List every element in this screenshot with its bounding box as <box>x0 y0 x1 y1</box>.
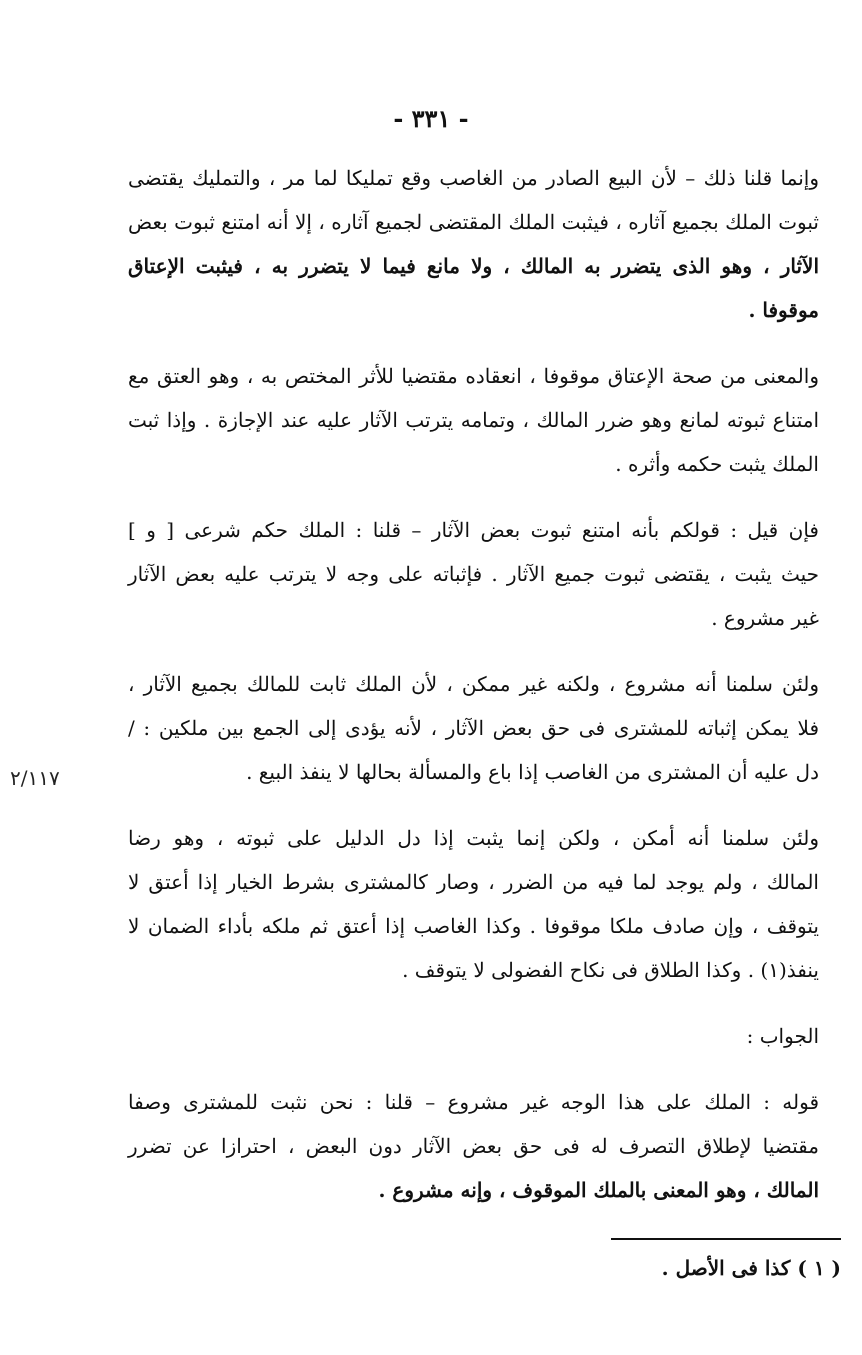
text-line: ولئن سلمنا أنه مشروع ، ولكنه غير ممكن ، لأن الملك ثابت للمالك بجميع الآثار ، <box>128 672 819 696</box>
text-line: مقتضيا لإطلاق التصرف له فى حق بعض الآثار دون البعض ، احترازا عن تضرر <box>128 1134 819 1158</box>
footnote-divider <box>611 1238 841 1240</box>
paragraph-3 <box>128 508 841 640</box>
margin-note: ٢/١١٧ <box>10 766 60 790</box>
paragraph-4 <box>128 662 841 794</box>
text-line: امتناع ثبوته لمانع وهو ضرر المالك ، وتمامه يترتب الآثار عليه عند الإجازة . وإذا ثبت <box>128 408 819 432</box>
paragraph-1 <box>128 156 841 332</box>
text-line: حيث يثبت ، يقتضى ثبوت جميع الآثار . فإثباته على وجه لا يترتب عليه بعض الآثار <box>128 562 819 586</box>
text-line: فإن قيل : قولكم بأنه امتنع ثبوت بعض الآثار – قلنا : الملك حكم شرعى [ و ] <box>128 518 819 542</box>
text-line: قوله : الملك على هذا الوجه غير مشروع – قلنا : نحن نثبت للمشترى وصفا <box>128 1090 819 1114</box>
text-line: يتوقف ، وإن صادف ملكا موقوفا . وكذا الغاصب إذا أعتق ثم ملكه بأداء الضمان لا <box>128 914 819 938</box>
text-line: والمعنى من صحة الإعتاق موقوفا ، انعقاده مقتضيا للأثر المختص به ، وهو العتق مع <box>128 364 819 388</box>
text-line: فلا يمكن إثباته للمشترى فى حق بعض الآثار ، لأنه يؤدى إلى الجمع بين ملكين : / <box>128 716 819 740</box>
footnote: ( ١ ) كذا فى الأصل . <box>661 1256 841 1280</box>
answer-heading: الجواب : <box>746 1024 819 1048</box>
text-line: موقوفا . <box>748 298 819 322</box>
paragraph-2 <box>128 354 841 486</box>
text-line: غير مشروع . <box>711 606 819 630</box>
text-line: ثبوت الملك بجميع آثاره ، فيثبت الملك المقتضى لجميع آثاره ، إلا أنه امتنع ثبوت بعض <box>128 210 819 234</box>
main-text <box>128 156 841 1234</box>
text-line: الملك يثبت حكمه وأثره . <box>615 452 819 476</box>
page-number: - ٣٣١ - <box>393 104 469 133</box>
text-line: المالك ، ولم يوجد لما فيه من الضرر ، وصار كالمشترى بشرط الخيار إذا أعتق لا <box>128 870 819 894</box>
text-line: وإنما قلنا ذلك – لأن البيع الصادر من الغاصب وقع تمليكا لما مر ، والتمليك يقتضى <box>128 166 819 190</box>
text-line: دل عليه أن المشترى من الغاصب إذا باع والمسألة بحالها لا ينفذ البيع . <box>246 760 819 784</box>
text-line: الآثار ، وهو الذى يتضرر به المالك ، ولا مانع فيما لا يتضرر به ، فيثبت الإعتاق <box>128 254 819 278</box>
paragraph-5 <box>128 816 841 992</box>
text-line: المالك ، وهو المعنى بالملك الموقوف ، وإنه مشروع . <box>378 1178 819 1202</box>
text-line: ولئن سلمنا أنه أمكن ، ولكن إنما يثبت إذا دل الدليل على ثبوته ، وهو رضا <box>128 826 819 850</box>
answer-paragraph <box>128 1080 841 1212</box>
text-line: ينفذ(١) . وكذا الطلاق فى نكاح الفضولى لا يتوقف . <box>402 958 819 982</box>
